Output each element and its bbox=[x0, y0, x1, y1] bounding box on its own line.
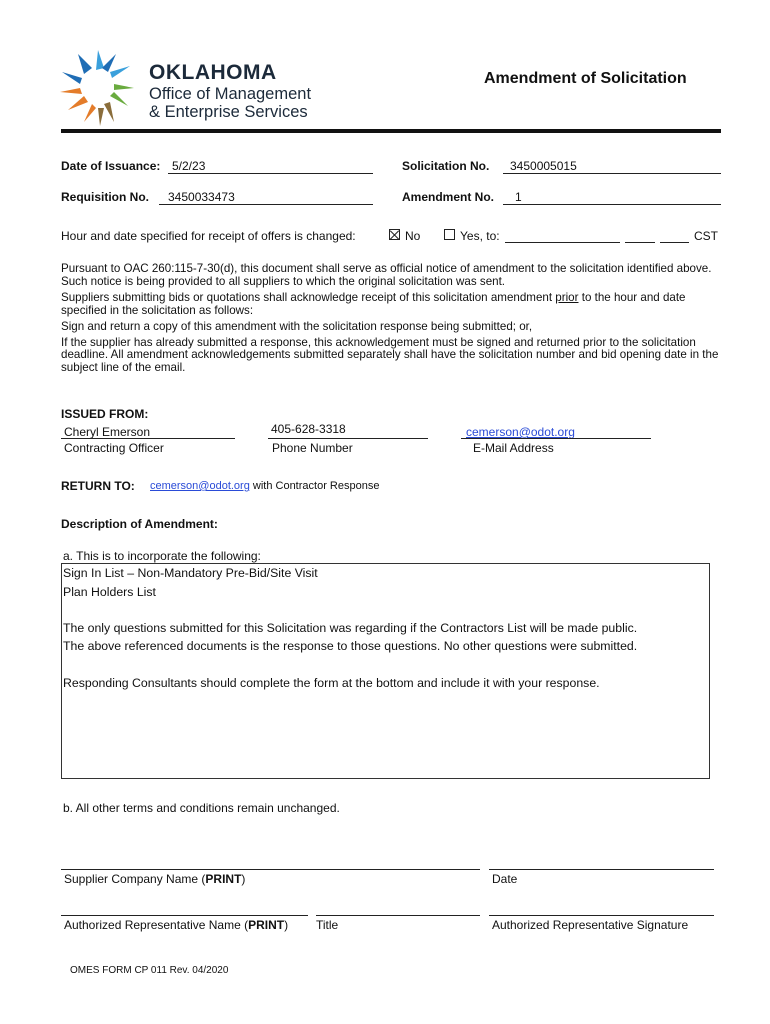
rep-name-caption: Authorized Representative Name (PRINT) bbox=[64, 918, 289, 932]
issuer-title: Contracting Officer bbox=[64, 441, 164, 455]
description-line-5: Responding Consultants should complete the form at the bottom and include it with your response. bbox=[63, 676, 600, 690]
logo-line-1: OKLAHOMA bbox=[149, 61, 277, 84]
description-heading: Description of Amendment: bbox=[61, 517, 218, 531]
yes-label: Yes, to: bbox=[460, 229, 500, 243]
timezone-label: CST bbox=[694, 229, 718, 243]
issued-from-heading: ISSUED FROM: bbox=[61, 407, 149, 421]
omes-logo bbox=[58, 48, 348, 128]
requisition-no-label: Requisition No. bbox=[61, 190, 149, 204]
issuer-name: Cheryl Emerson bbox=[64, 425, 151, 439]
date-signature-line[interactable] bbox=[489, 869, 714, 870]
amendment-no-label: Amendment No. bbox=[402, 190, 495, 204]
phone-caption: Phone Number bbox=[272, 441, 353, 455]
return-to-suffix: with Contractor Response bbox=[249, 480, 380, 492]
issuer-phone: 405-628-3318 bbox=[271, 422, 346, 436]
amendment-underline bbox=[503, 204, 721, 205]
logo-line-2: Office of Management bbox=[149, 85, 312, 103]
solicitation-no-value[interactable]: 3450005015 bbox=[510, 159, 577, 173]
email-caption: E-Mail Address bbox=[473, 441, 554, 455]
issuer-email-link[interactable]: cemerson@odot.org bbox=[466, 425, 575, 439]
return-to-line bbox=[150, 480, 379, 492]
date-underline bbox=[168, 173, 373, 174]
amendment-description-box[interactable] bbox=[61, 563, 710, 779]
date-of-issuance-value[interactable]: 5/2/23 bbox=[172, 159, 206, 173]
description-a-label: a. This is to incorporate the following: bbox=[63, 549, 261, 563]
oklahoma-star-logo-icon bbox=[58, 48, 138, 128]
description-line-1: Sign In List – Non-Mandatory Pre-Bid/Site Visit bbox=[63, 566, 318, 580]
yes-checkbox[interactable] bbox=[444, 229, 455, 240]
description-line-4: The above referenced documents is the response to those questions. No other questions were submitted. bbox=[63, 639, 638, 653]
date-of-issuance-label: Date of Issuance: bbox=[61, 159, 161, 173]
notice-p3: Sign and return a copy of this amendment with the solicitation response being submitted; or, bbox=[61, 319, 533, 333]
requisition-no-value[interactable]: 3450033473 bbox=[168, 190, 235, 204]
no-label: No bbox=[405, 229, 421, 243]
issuer-phone-underline bbox=[268, 438, 428, 439]
issuer-email-underline bbox=[461, 438, 651, 439]
offer-change-question: Hour and date specified for receipt of offers is changed: bbox=[61, 229, 356, 243]
title-caption: Title bbox=[316, 918, 339, 932]
signature-line[interactable] bbox=[489, 915, 714, 916]
company-name-line[interactable] bbox=[61, 869, 480, 870]
requisition-underline bbox=[159, 204, 373, 205]
yes-date-underline bbox=[505, 242, 620, 243]
logo-line-3: & Enterprise Services bbox=[149, 103, 308, 121]
return-to-email-link[interactable]: cemerson@odot.org bbox=[150, 480, 250, 492]
title-line[interactable] bbox=[316, 915, 480, 916]
description-line-3: The only questions submitted for this Solicitation was regarding if the Contractors List will be made public. bbox=[63, 621, 638, 635]
signature-caption: Authorized Representative Signature bbox=[492, 918, 689, 932]
form-id: OMES FORM CP 011 Rev. 04/2020 bbox=[70, 965, 229, 976]
yes-ampm-underline bbox=[660, 242, 689, 243]
document-title: Amendment of Solicitation bbox=[484, 70, 687, 87]
date-caption: Date bbox=[492, 872, 518, 886]
header-rule bbox=[61, 129, 721, 133]
issuer-name-underline bbox=[61, 438, 235, 439]
notice-text bbox=[61, 263, 721, 375]
notice-p2: Suppliers submitting bids or quotations shall acknowledge receipt of this solicitation amendment prior to the hour and date specified in the solicitation as follows: bbox=[61, 290, 686, 317]
amendment-no-value[interactable]: 1 bbox=[515, 190, 522, 204]
notice-p4: If the supplier has already submitted a response, this acknowledgement must be signed and returned prior to the solicitation deadline. All amendment acknowledgements submitted separately shall have the solicitation number and bid opening date in the subject line of the email. bbox=[61, 335, 719, 375]
yes-time-underline bbox=[625, 242, 655, 243]
rep-name-line[interactable] bbox=[61, 915, 308, 916]
description-line-2: Plan Holders List bbox=[63, 585, 156, 599]
return-to-label: RETURN TO: bbox=[61, 479, 135, 493]
solicitation-underline bbox=[503, 173, 721, 174]
no-checkbox[interactable] bbox=[389, 229, 400, 240]
notice-p1: Pursuant to OAC 260:115-7-30(d), this document shall serve as official notice of amendment to the solicitation identified above. Such notice is being provided to all suppliers to which the original solicitation was sent. bbox=[61, 262, 712, 288]
description-b-label: b. All other terms and conditions remain unchanged. bbox=[63, 801, 340, 815]
company-name-caption: Supplier Company Name (PRINT) bbox=[64, 872, 246, 886]
solicitation-no-label: Solicitation No. bbox=[402, 159, 490, 173]
